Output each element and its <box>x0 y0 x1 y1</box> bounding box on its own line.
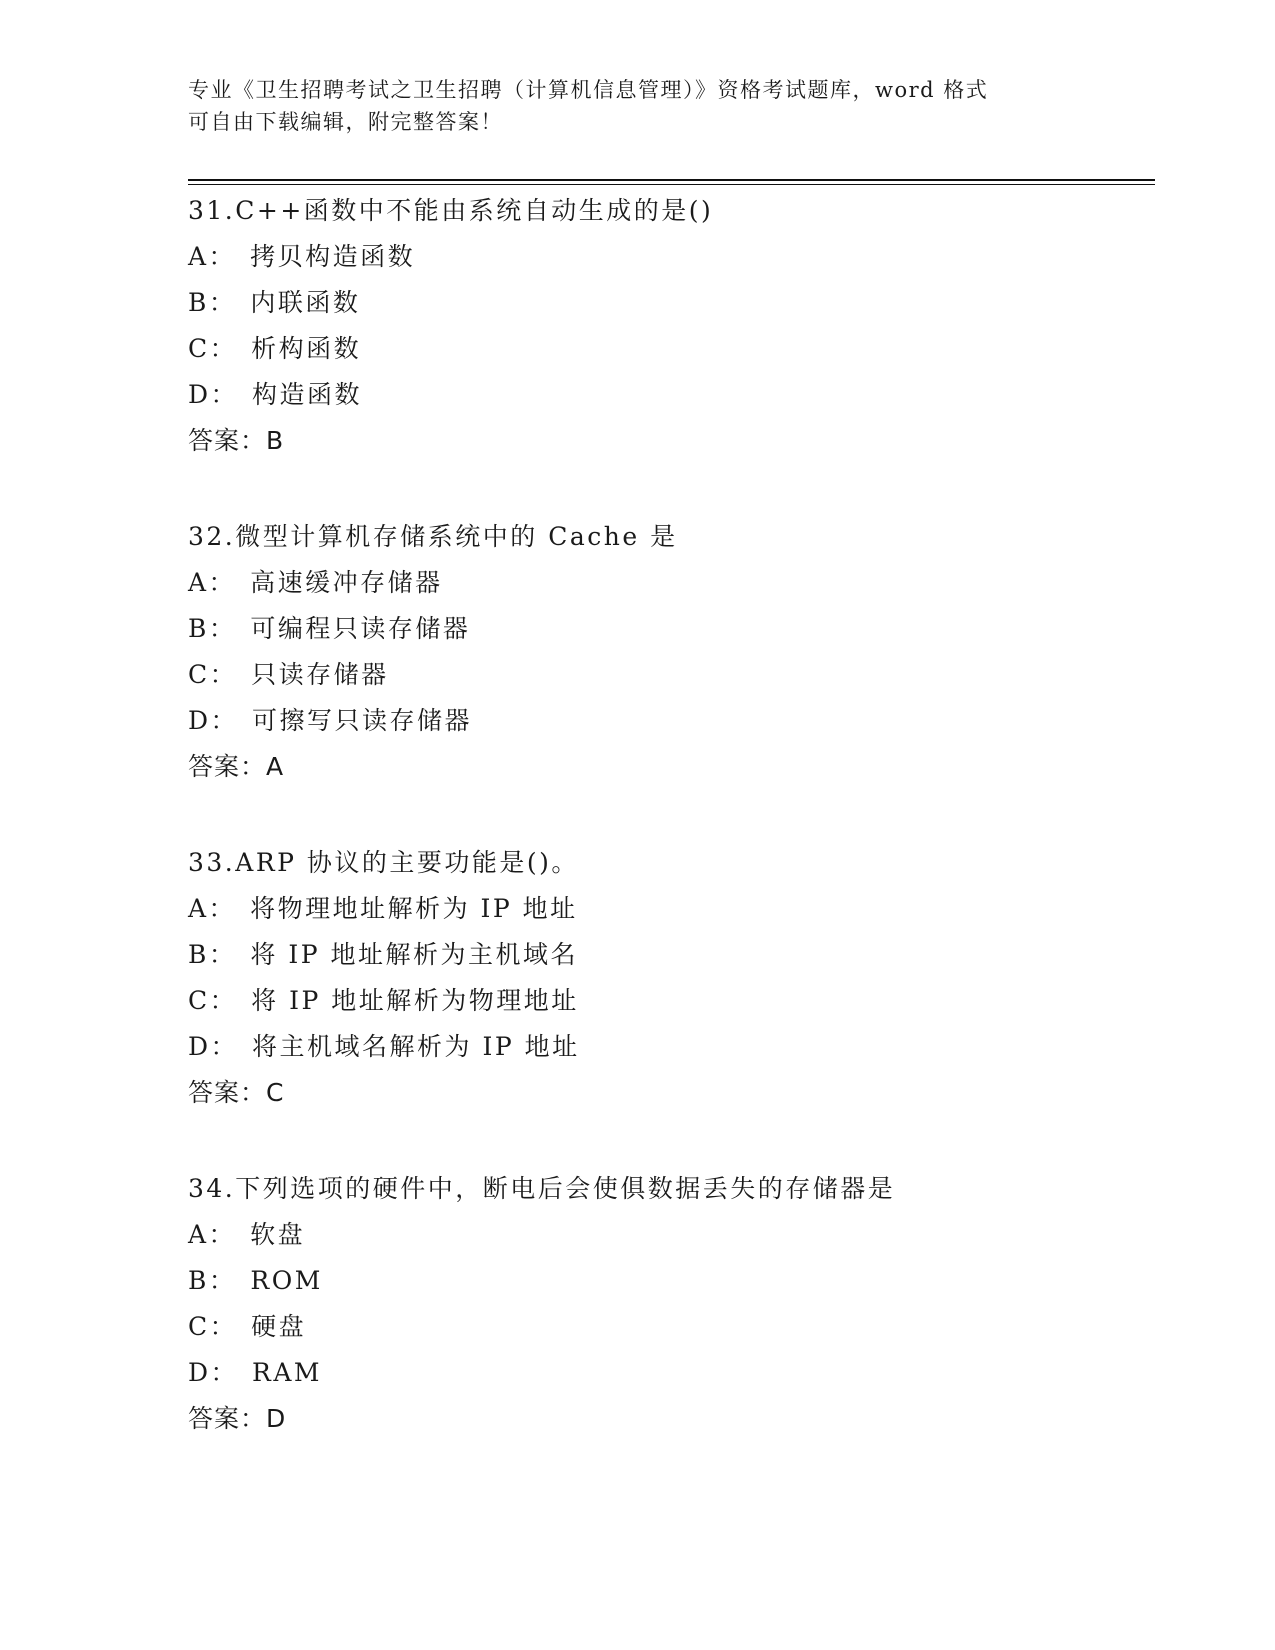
option-letter: D： <box>188 1358 239 1387</box>
option-c <box>188 978 1168 1024</box>
option-letter: C： <box>188 986 238 1015</box>
option-c <box>188 652 1168 698</box>
option-text: 拷贝构造函数 <box>250 242 416 271</box>
option-letter: A： <box>188 894 237 923</box>
document-header <box>188 74 1088 138</box>
option-letter: D： <box>188 706 239 735</box>
question-stem: 31.C++函数中不能由系统自动生成的是() <box>188 196 714 225</box>
option-text: 内联函数 <box>250 288 361 317</box>
option-text: 将 IP 地址解析为主机域名 <box>250 940 578 969</box>
option-text: ROM <box>250 1266 323 1295</box>
option-text: RAM <box>252 1358 323 1387</box>
header-divider-thick <box>188 179 1155 181</box>
option-a <box>188 234 1168 280</box>
answer-label: 答案：C <box>188 1078 285 1107</box>
option-text: 可擦写只读存储器 <box>252 706 473 735</box>
question-stem: 34.下列选项的硬件中，断电后会使俱数据丢失的存储器是 <box>188 1174 896 1203</box>
option-text: 将物理地址解析为 IP 地址 <box>250 894 578 923</box>
option-c <box>188 326 1168 372</box>
option-text: 析构函数 <box>251 334 362 363</box>
option-letter: C： <box>188 334 238 363</box>
option-text: 软盘 <box>250 1220 306 1249</box>
question-32 <box>188 514 1168 790</box>
option-text: 将 IP 地址解析为物理地址 <box>251 986 579 1015</box>
option-letter: B： <box>188 940 237 969</box>
header-divider-thin <box>188 184 1155 185</box>
option-text: 高速缓冲存储器 <box>250 568 443 597</box>
option-letter: B： <box>188 614 237 643</box>
option-text: 硬盘 <box>251 1312 307 1341</box>
option-b <box>188 1258 1168 1304</box>
option-letter: D： <box>188 380 239 409</box>
option-letter: A： <box>188 242 237 271</box>
option-b <box>188 280 1168 326</box>
question-list <box>188 188 1168 1492</box>
option-letter: B： <box>188 288 237 317</box>
option-letter: A： <box>188 1220 237 1249</box>
option-d <box>188 372 1168 418</box>
option-letter: C： <box>188 1312 238 1341</box>
question-stem: 33.ARP 协议的主要功能是()。 <box>188 848 579 877</box>
option-a <box>188 886 1168 932</box>
option-letter: B： <box>188 1266 237 1295</box>
option-a <box>188 1212 1168 1258</box>
answer-label: 答案：B <box>188 426 285 455</box>
option-text: 只读存储器 <box>251 660 389 689</box>
question-31 <box>188 188 1168 464</box>
option-text: 构造函数 <box>252 380 363 409</box>
option-text: 可编程只读存储器 <box>250 614 471 643</box>
header-line-1: 专业《卫生招聘考试之卫生招聘（计算机信息管理）》资格考试题库，word 格式 <box>188 78 989 102</box>
option-c <box>188 1304 1168 1350</box>
option-letter: A： <box>188 568 237 597</box>
option-b <box>188 932 1168 978</box>
option-b <box>188 606 1168 652</box>
question-stem: 32.微型计算机存储系统中的 Cache 是 <box>188 522 678 551</box>
answer-label: 答案：A <box>188 752 285 781</box>
option-letter: C： <box>188 660 238 689</box>
option-a <box>188 560 1168 606</box>
option-d <box>188 1024 1168 1070</box>
header-line-2: 可自由下载编辑，附完整答案！ <box>188 110 503 134</box>
answer-label: 答案：D <box>188 1404 287 1433</box>
option-d <box>188 698 1168 744</box>
option-letter: D： <box>188 1032 239 1061</box>
option-text: 将主机域名解析为 IP 地址 <box>252 1032 580 1061</box>
question-34 <box>188 1166 1168 1442</box>
option-d <box>188 1350 1168 1396</box>
question-33 <box>188 840 1168 1116</box>
